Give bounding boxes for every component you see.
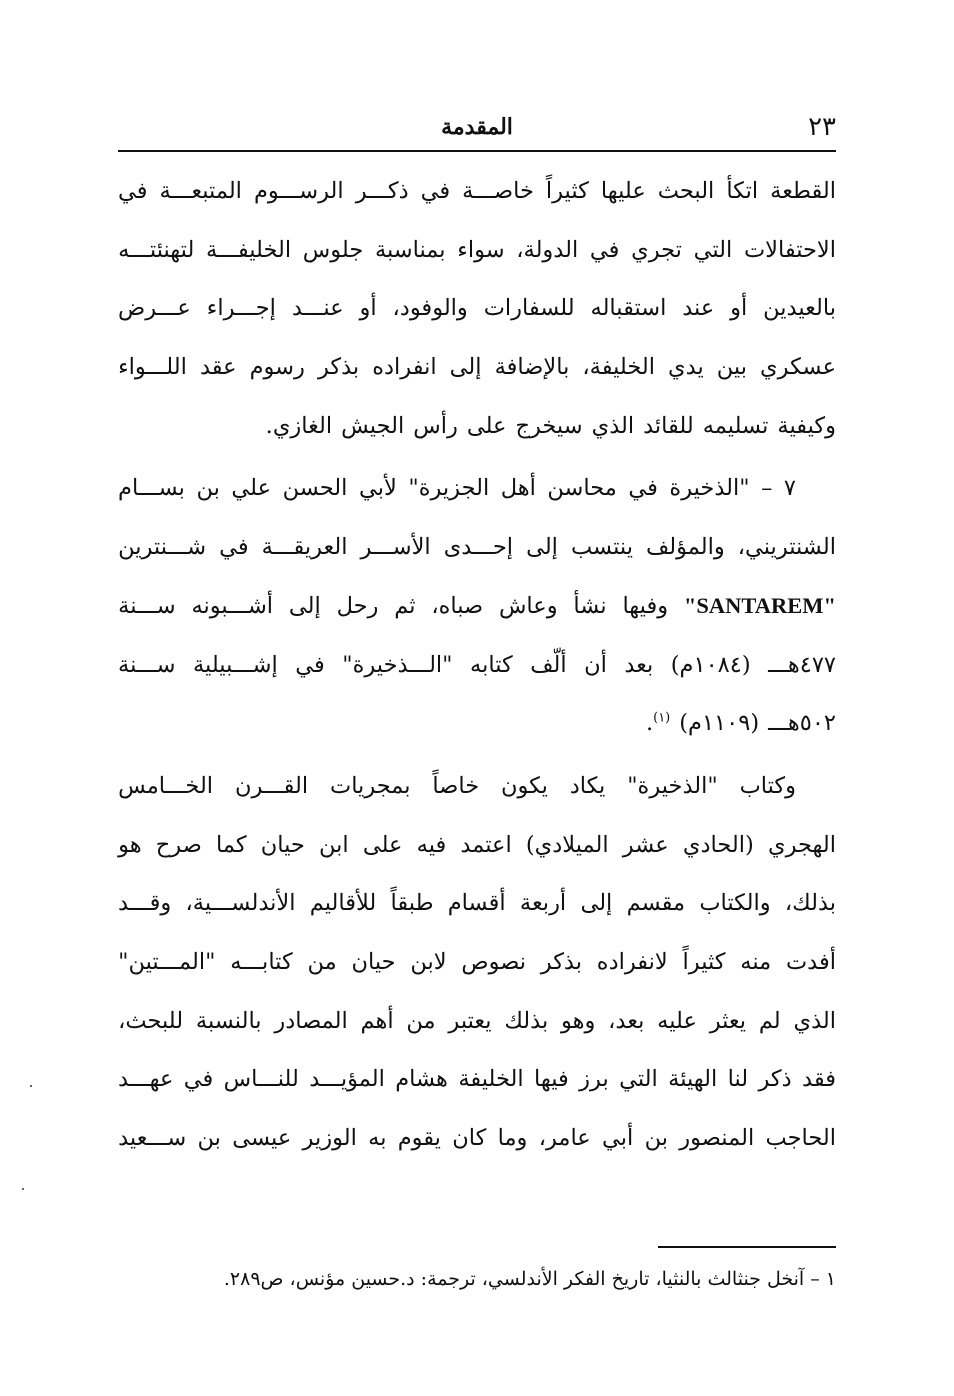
word: التي bbox=[693, 236, 733, 263]
word: المصادر bbox=[274, 1007, 348, 1034]
word: إلى bbox=[288, 592, 321, 619]
word: في bbox=[118, 178, 148, 204]
word: للسفارات bbox=[483, 295, 575, 322]
word: كتابه bbox=[470, 651, 513, 678]
word: للأقاليم bbox=[309, 890, 377, 917]
text-line bbox=[118, 577, 836, 636]
word: والمؤلف bbox=[645, 534, 725, 561]
word: خاصاً bbox=[432, 772, 480, 799]
word: لتهنئتـــه bbox=[118, 236, 195, 263]
word: في bbox=[295, 651, 325, 678]
word: أشـــبونه bbox=[191, 592, 274, 619]
word: استقباله bbox=[590, 295, 667, 322]
word: بمجريات bbox=[330, 772, 411, 799]
word: في bbox=[183, 1066, 214, 1093]
word: للبحث، bbox=[118, 1007, 184, 1034]
word: لأبي bbox=[358, 475, 397, 502]
word: فيها bbox=[534, 1066, 569, 1093]
word: في bbox=[219, 534, 249, 561]
word: – bbox=[761, 475, 773, 502]
word: رسوم bbox=[249, 354, 305, 381]
word: عسكري bbox=[760, 354, 836, 381]
word: الميلادي) bbox=[525, 831, 609, 858]
word: يقوم bbox=[397, 1125, 441, 1151]
word: الخليفة bbox=[458, 1066, 524, 1093]
word: عنـــد bbox=[291, 295, 344, 322]
word: "الذخيرة" bbox=[627, 772, 718, 799]
word: ســـعيد bbox=[118, 1125, 187, 1151]
word: الهيئة bbox=[668, 1066, 718, 1093]
word: ذكـــر bbox=[355, 178, 409, 204]
word: علي bbox=[231, 475, 272, 502]
word: في bbox=[628, 475, 658, 502]
word: بذكر bbox=[317, 354, 360, 381]
word: يكون bbox=[501, 772, 548, 799]
text-line bbox=[118, 1050, 836, 1109]
word: مقسم bbox=[626, 890, 686, 917]
word: والوفود، bbox=[392, 295, 468, 322]
text-line bbox=[118, 338, 836, 397]
word: وكيفية bbox=[777, 412, 836, 439]
word: إشـــبيلية bbox=[192, 651, 278, 678]
word: القطعة bbox=[770, 178, 836, 204]
word: كثيراً bbox=[545, 178, 589, 204]
word: (١١٠٩م) bbox=[679, 710, 760, 737]
word: فقد bbox=[802, 1066, 836, 1093]
word: الجزيرة" bbox=[408, 475, 490, 502]
word: أقسام bbox=[447, 890, 506, 917]
word: يكاد bbox=[569, 772, 606, 799]
page-content bbox=[118, 108, 836, 1168]
word: منه bbox=[740, 948, 772, 975]
word: الذي bbox=[793, 1007, 836, 1034]
word: يعثر bbox=[709, 1007, 747, 1034]
footnote: ١ – آنخل جنثالث بالنثيا، تاريخ الفكر الأندلسي، ترجمة: د.حسين مؤنس، ص٢٨٩. bbox=[223, 1268, 836, 1290]
word: إلى bbox=[526, 534, 558, 561]
word: الأندلســـية، bbox=[185, 890, 296, 917]
word: وما bbox=[497, 1125, 528, 1151]
word: ٥٠٢هـــ bbox=[768, 710, 836, 737]
word: أو bbox=[730, 295, 748, 322]
word: بمناسبة bbox=[374, 236, 446, 263]
word: من bbox=[406, 1007, 436, 1034]
word: يدي bbox=[668, 354, 704, 381]
text-line bbox=[118, 279, 836, 338]
word: بعد bbox=[624, 651, 654, 678]
word: سيخرج bbox=[515, 412, 583, 439]
word: بذلك، bbox=[784, 890, 836, 917]
word: عليها bbox=[600, 178, 646, 204]
word: المتبعـــة bbox=[159, 178, 242, 204]
word: ذكر bbox=[758, 1066, 792, 1093]
word: أهم bbox=[360, 1007, 394, 1034]
word: انفراده bbox=[372, 354, 437, 381]
word: على bbox=[466, 412, 507, 439]
word: الاحتفالات bbox=[743, 236, 836, 263]
word: أبي bbox=[602, 1125, 634, 1151]
scan-speck bbox=[30, 1085, 32, 1087]
word: وقـــد bbox=[118, 890, 172, 917]
word: لانفراده bbox=[596, 948, 668, 975]
word: فيه bbox=[416, 831, 447, 858]
word: اللـــواء bbox=[118, 354, 187, 381]
word: في bbox=[420, 178, 451, 204]
word: الدولة، bbox=[516, 236, 579, 263]
word: بعد، bbox=[608, 1007, 645, 1034]
text-line bbox=[118, 992, 836, 1051]
word: أفدت bbox=[786, 948, 836, 975]
word: يعتبر bbox=[448, 1007, 492, 1034]
word: الذي bbox=[591, 412, 635, 439]
word: "الذخيرة bbox=[669, 475, 750, 502]
word: "الـــذخيرة" bbox=[342, 651, 453, 678]
word: أربعة bbox=[519, 890, 567, 917]
word: عهـــد bbox=[118, 1066, 174, 1093]
word: (١٠٨٤م) bbox=[670, 651, 751, 678]
word: البحث bbox=[657, 178, 715, 204]
word: إلى bbox=[580, 890, 613, 917]
text-line bbox=[118, 816, 836, 875]
text-line bbox=[118, 459, 836, 518]
word: الهجري bbox=[767, 831, 836, 858]
word: الحاجب bbox=[765, 1125, 836, 1151]
word: ثم bbox=[394, 592, 416, 619]
word: عقد bbox=[199, 354, 237, 381]
word: لنا bbox=[727, 1066, 749, 1093]
word: وهو bbox=[561, 1007, 596, 1034]
word: كتابـــه bbox=[230, 948, 293, 975]
text-line bbox=[118, 874, 836, 933]
word: وعاش bbox=[498, 592, 558, 619]
word: إحـــدى bbox=[443, 534, 514, 561]
word: سواء bbox=[457, 236, 505, 263]
word: على bbox=[362, 831, 403, 858]
word: نصوص bbox=[461, 948, 526, 975]
word: اعتمد bbox=[460, 831, 512, 858]
header-rule bbox=[118, 150, 836, 152]
word: بن bbox=[197, 1125, 221, 1151]
word: الشنتريني، bbox=[737, 534, 836, 561]
word: به bbox=[368, 1125, 387, 1151]
word: رحل bbox=[336, 592, 379, 619]
word: الجيش bbox=[341, 412, 405, 439]
word: بالإضافة bbox=[494, 354, 570, 381]
body-text bbox=[118, 162, 836, 1168]
word: هشام bbox=[395, 1066, 448, 1093]
word: إلى bbox=[449, 354, 482, 381]
word: وكتاب bbox=[739, 772, 796, 799]
word: الخليفـــة bbox=[206, 236, 292, 263]
word: الحسن bbox=[282, 475, 348, 502]
word: والكتاب bbox=[699, 890, 771, 917]
word: الرســـوم bbox=[253, 178, 344, 204]
word: "المـــتين" bbox=[118, 948, 216, 975]
word: المنصور bbox=[679, 1125, 755, 1151]
word: صباه، bbox=[431, 592, 484, 619]
text-line bbox=[118, 636, 836, 695]
word: بن bbox=[196, 475, 220, 502]
word: بالنسبة bbox=[195, 1007, 262, 1034]
word: لابن bbox=[410, 948, 447, 975]
word: الغازي. bbox=[265, 412, 333, 439]
text-line bbox=[118, 933, 836, 992]
word: أهل bbox=[500, 475, 536, 502]
word: ينتسب bbox=[570, 534, 633, 561]
word: إجـــراء bbox=[206, 295, 276, 322]
word: ٧ bbox=[783, 475, 796, 502]
running-header bbox=[118, 108, 836, 148]
word: أو bbox=[359, 295, 377, 322]
word: ابن bbox=[318, 831, 349, 858]
word: الوزير bbox=[302, 1125, 357, 1151]
word: بن bbox=[644, 1125, 668, 1151]
word: لم bbox=[758, 1007, 781, 1034]
word: تجري bbox=[631, 236, 682, 263]
word: كثيراً bbox=[682, 948, 726, 975]
word: الخـــامس bbox=[118, 772, 214, 799]
word: حيان bbox=[351, 948, 396, 975]
text-line bbox=[118, 694, 836, 753]
word: حيان bbox=[260, 831, 305, 858]
word: الخليفة، bbox=[582, 354, 655, 381]
word: عامر، bbox=[538, 1125, 591, 1151]
word: ســـنة bbox=[118, 592, 176, 619]
text-line bbox=[118, 221, 836, 280]
word: عليه bbox=[657, 1007, 697, 1034]
word: اتكأ bbox=[726, 178, 759, 204]
word: رأس bbox=[413, 412, 458, 439]
word: للقائد bbox=[643, 412, 694, 439]
word: للنـــاس bbox=[223, 1066, 299, 1093]
text-line bbox=[118, 757, 836, 816]
word: القـــرن bbox=[234, 772, 309, 799]
word: نشأ bbox=[573, 592, 607, 619]
word: تسليمه bbox=[702, 412, 769, 439]
text-line bbox=[118, 397, 836, 456]
word: صرح bbox=[155, 831, 202, 858]
word: وفيها bbox=[622, 592, 669, 619]
word: عشر bbox=[622, 831, 669, 858]
word: عند bbox=[682, 295, 715, 322]
word: "SANTAREM" bbox=[683, 592, 836, 618]
word: شـــنترين bbox=[118, 534, 207, 561]
word: من bbox=[307, 948, 337, 975]
word: برز bbox=[579, 1066, 609, 1093]
word: كما bbox=[215, 831, 247, 858]
word: أن bbox=[584, 651, 607, 678]
word: جلوس bbox=[302, 236, 364, 263]
word: $^{(١)}$. bbox=[645, 710, 671, 737]
word: عيسى bbox=[232, 1125, 292, 1151]
word: في bbox=[589, 236, 620, 263]
word: محاسن bbox=[547, 475, 617, 502]
text-line bbox=[118, 518, 836, 577]
word: بالعيدين bbox=[763, 295, 836, 322]
word: العريقـــة bbox=[261, 534, 348, 561]
word: ٤٧٧هـــ bbox=[768, 651, 836, 678]
scan-speck bbox=[22, 1188, 24, 1190]
word: ســـنة bbox=[118, 651, 176, 678]
word: (الحادي bbox=[682, 831, 754, 858]
page-number: ٢٣ bbox=[808, 112, 836, 142]
text-line bbox=[118, 162, 836, 221]
word: هو bbox=[118, 831, 142, 858]
word: بســـام bbox=[118, 475, 185, 502]
chapter-title: المقدمة bbox=[441, 114, 513, 140]
footnote-separator bbox=[658, 1246, 836, 1248]
text-line bbox=[118, 1109, 836, 1168]
word: بذكر bbox=[540, 948, 582, 975]
footnote-reference[interactable]: (١) bbox=[653, 710, 671, 726]
word: التي bbox=[619, 1066, 658, 1093]
word: بذلك bbox=[504, 1007, 549, 1034]
word: طبقاً bbox=[390, 890, 434, 917]
word: كان bbox=[452, 1125, 487, 1151]
word: بين bbox=[716, 354, 747, 381]
word: خاصـــة bbox=[462, 178, 534, 204]
word: عـــرض bbox=[118, 295, 191, 322]
word: المؤيـــد bbox=[309, 1066, 385, 1093]
word: ألّف bbox=[530, 651, 567, 678]
word: الأســـر bbox=[360, 534, 431, 561]
